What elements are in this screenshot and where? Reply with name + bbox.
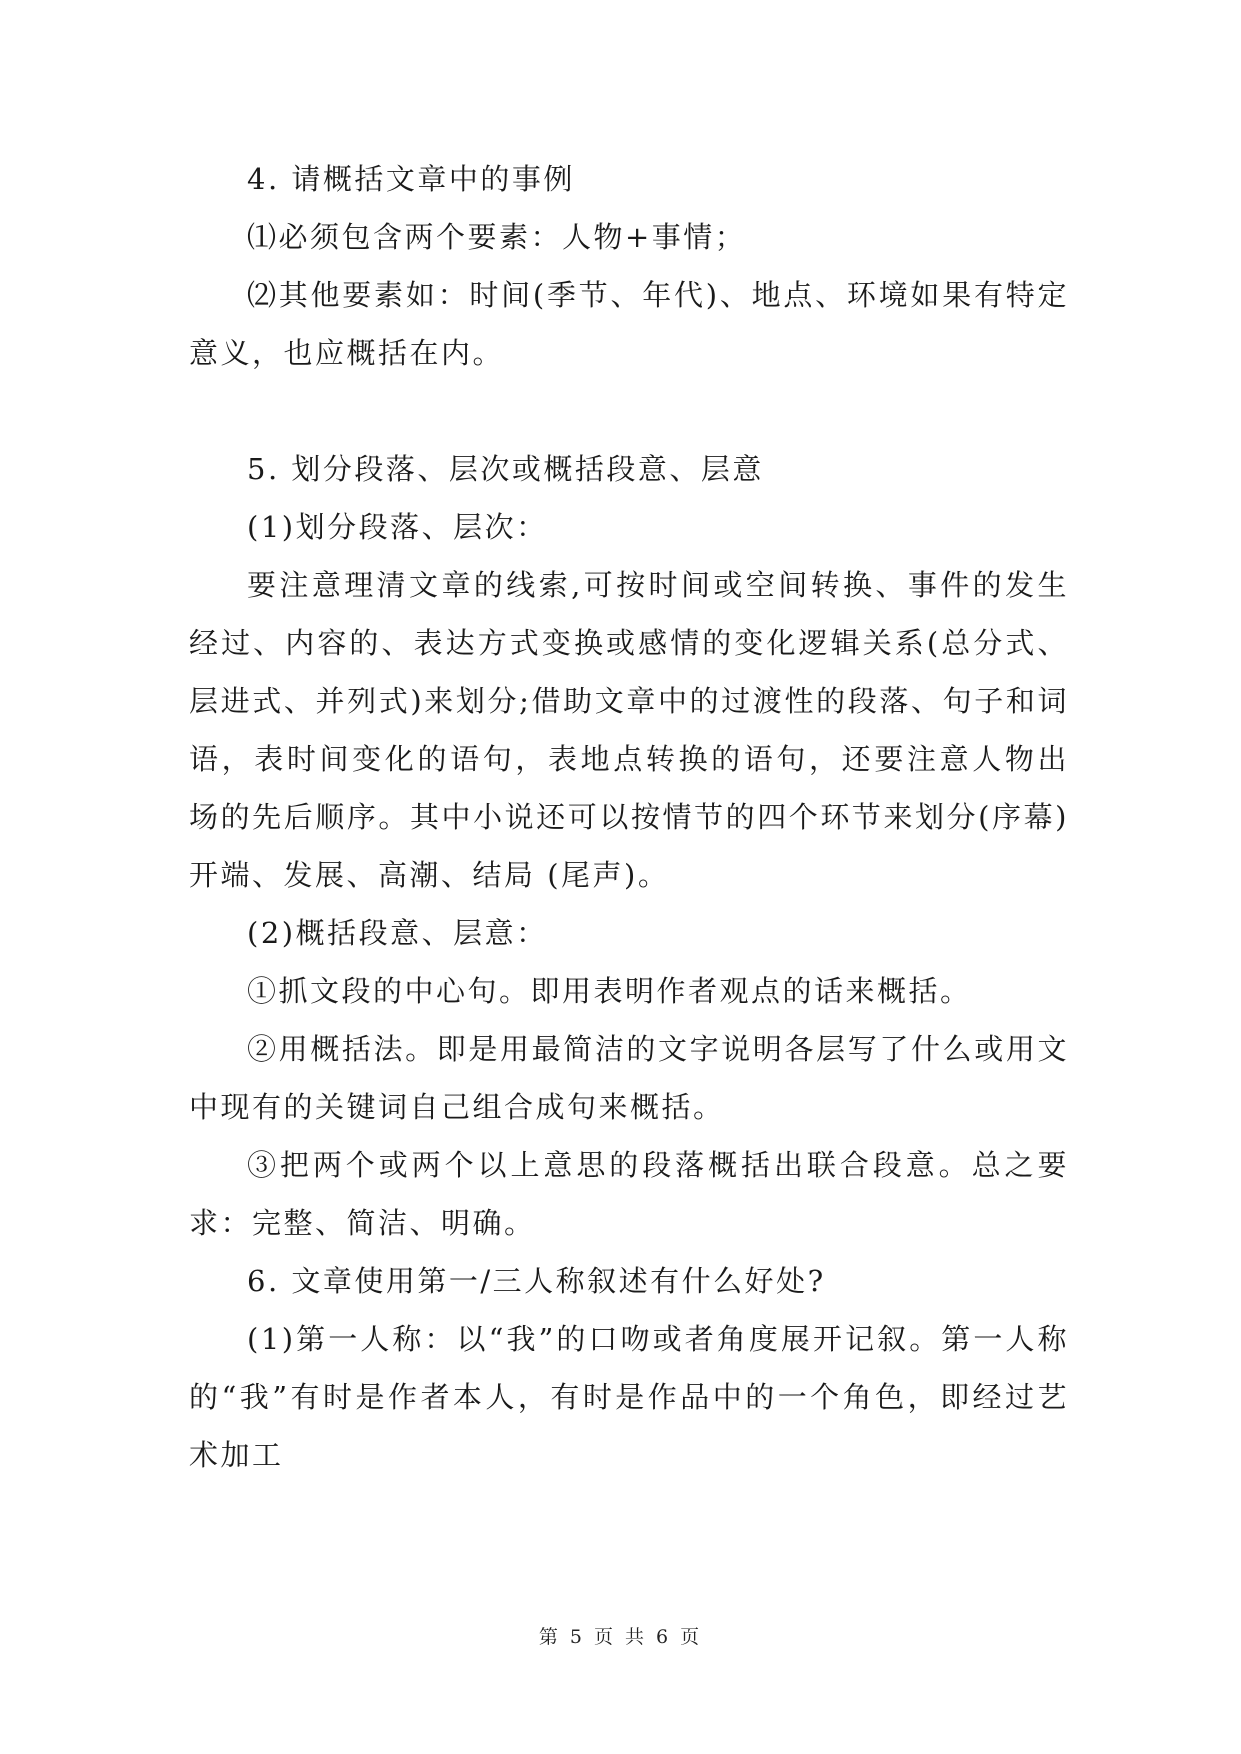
document-body bbox=[189, 150, 1069, 1484]
page-footer: 第 5 页 共 6 页 bbox=[538, 1626, 703, 1648]
paragraph-heading-4: 4. 请概括文章中的事例 bbox=[247, 162, 575, 196]
paragraph-spacer bbox=[189, 382, 1069, 440]
paragraph-item-5-2: (2)概括段意、层意： bbox=[247, 916, 548, 950]
paragraph-item-5-1: (1)划分段落、层次： bbox=[247, 510, 548, 544]
paragraph-point-1: ①抓文段的中心句。即用表明作者观点的话来概括。 bbox=[247, 974, 972, 1008]
paragraph-point-3: ③把两个或两个以上意思的段落概括出联合段意。总之要求：完整、简洁、明确。 bbox=[189, 1148, 1069, 1240]
paragraph-item-6-1: (1)第一人称：以“我”的口吻或者角度展开记叙。第一人称的“我”有时是作者本人，有时是作品中的一个角色，即经过艺术加工 bbox=[189, 1322, 1069, 1472]
paragraph-item-4-1: ⑴必须包含两个要素：人物+事情； bbox=[247, 220, 747, 254]
paragraph-heading-5: 5. 划分段落、层次或概括段意、层意 bbox=[247, 452, 764, 486]
paragraph-heading-6: 6. 文章使用第一/三人称叙述有什么好处? bbox=[247, 1264, 826, 1298]
paragraph-body-5-1: 要注意理清文章的线索,可按时间或空间转换、事件的发生经过、内容的、表达方式变换或感情的变化逻辑关系(总分式、层进式、并列式)来划分;借助文章中的过渡性的段落、句子和词语，表时间变化的语句，表地点转换的语句，还要注意人物出场的先后顺序。其中小说还可以按情节的四个环节来划分(序幕)开端、发展、高潮、结局 (尾声)。 bbox=[189, 568, 1069, 892]
paragraph-point-2: ②用概括法。即是用最简洁的文字说明各层写了什么或用文中现有的关键词自己组合成句来概括。 bbox=[189, 1032, 1069, 1124]
paragraph-item-4-2: ⑵其他要素如：时间(季节、年代)、地点、环境如果有特定意义，也应概括在内。 bbox=[189, 278, 1069, 370]
